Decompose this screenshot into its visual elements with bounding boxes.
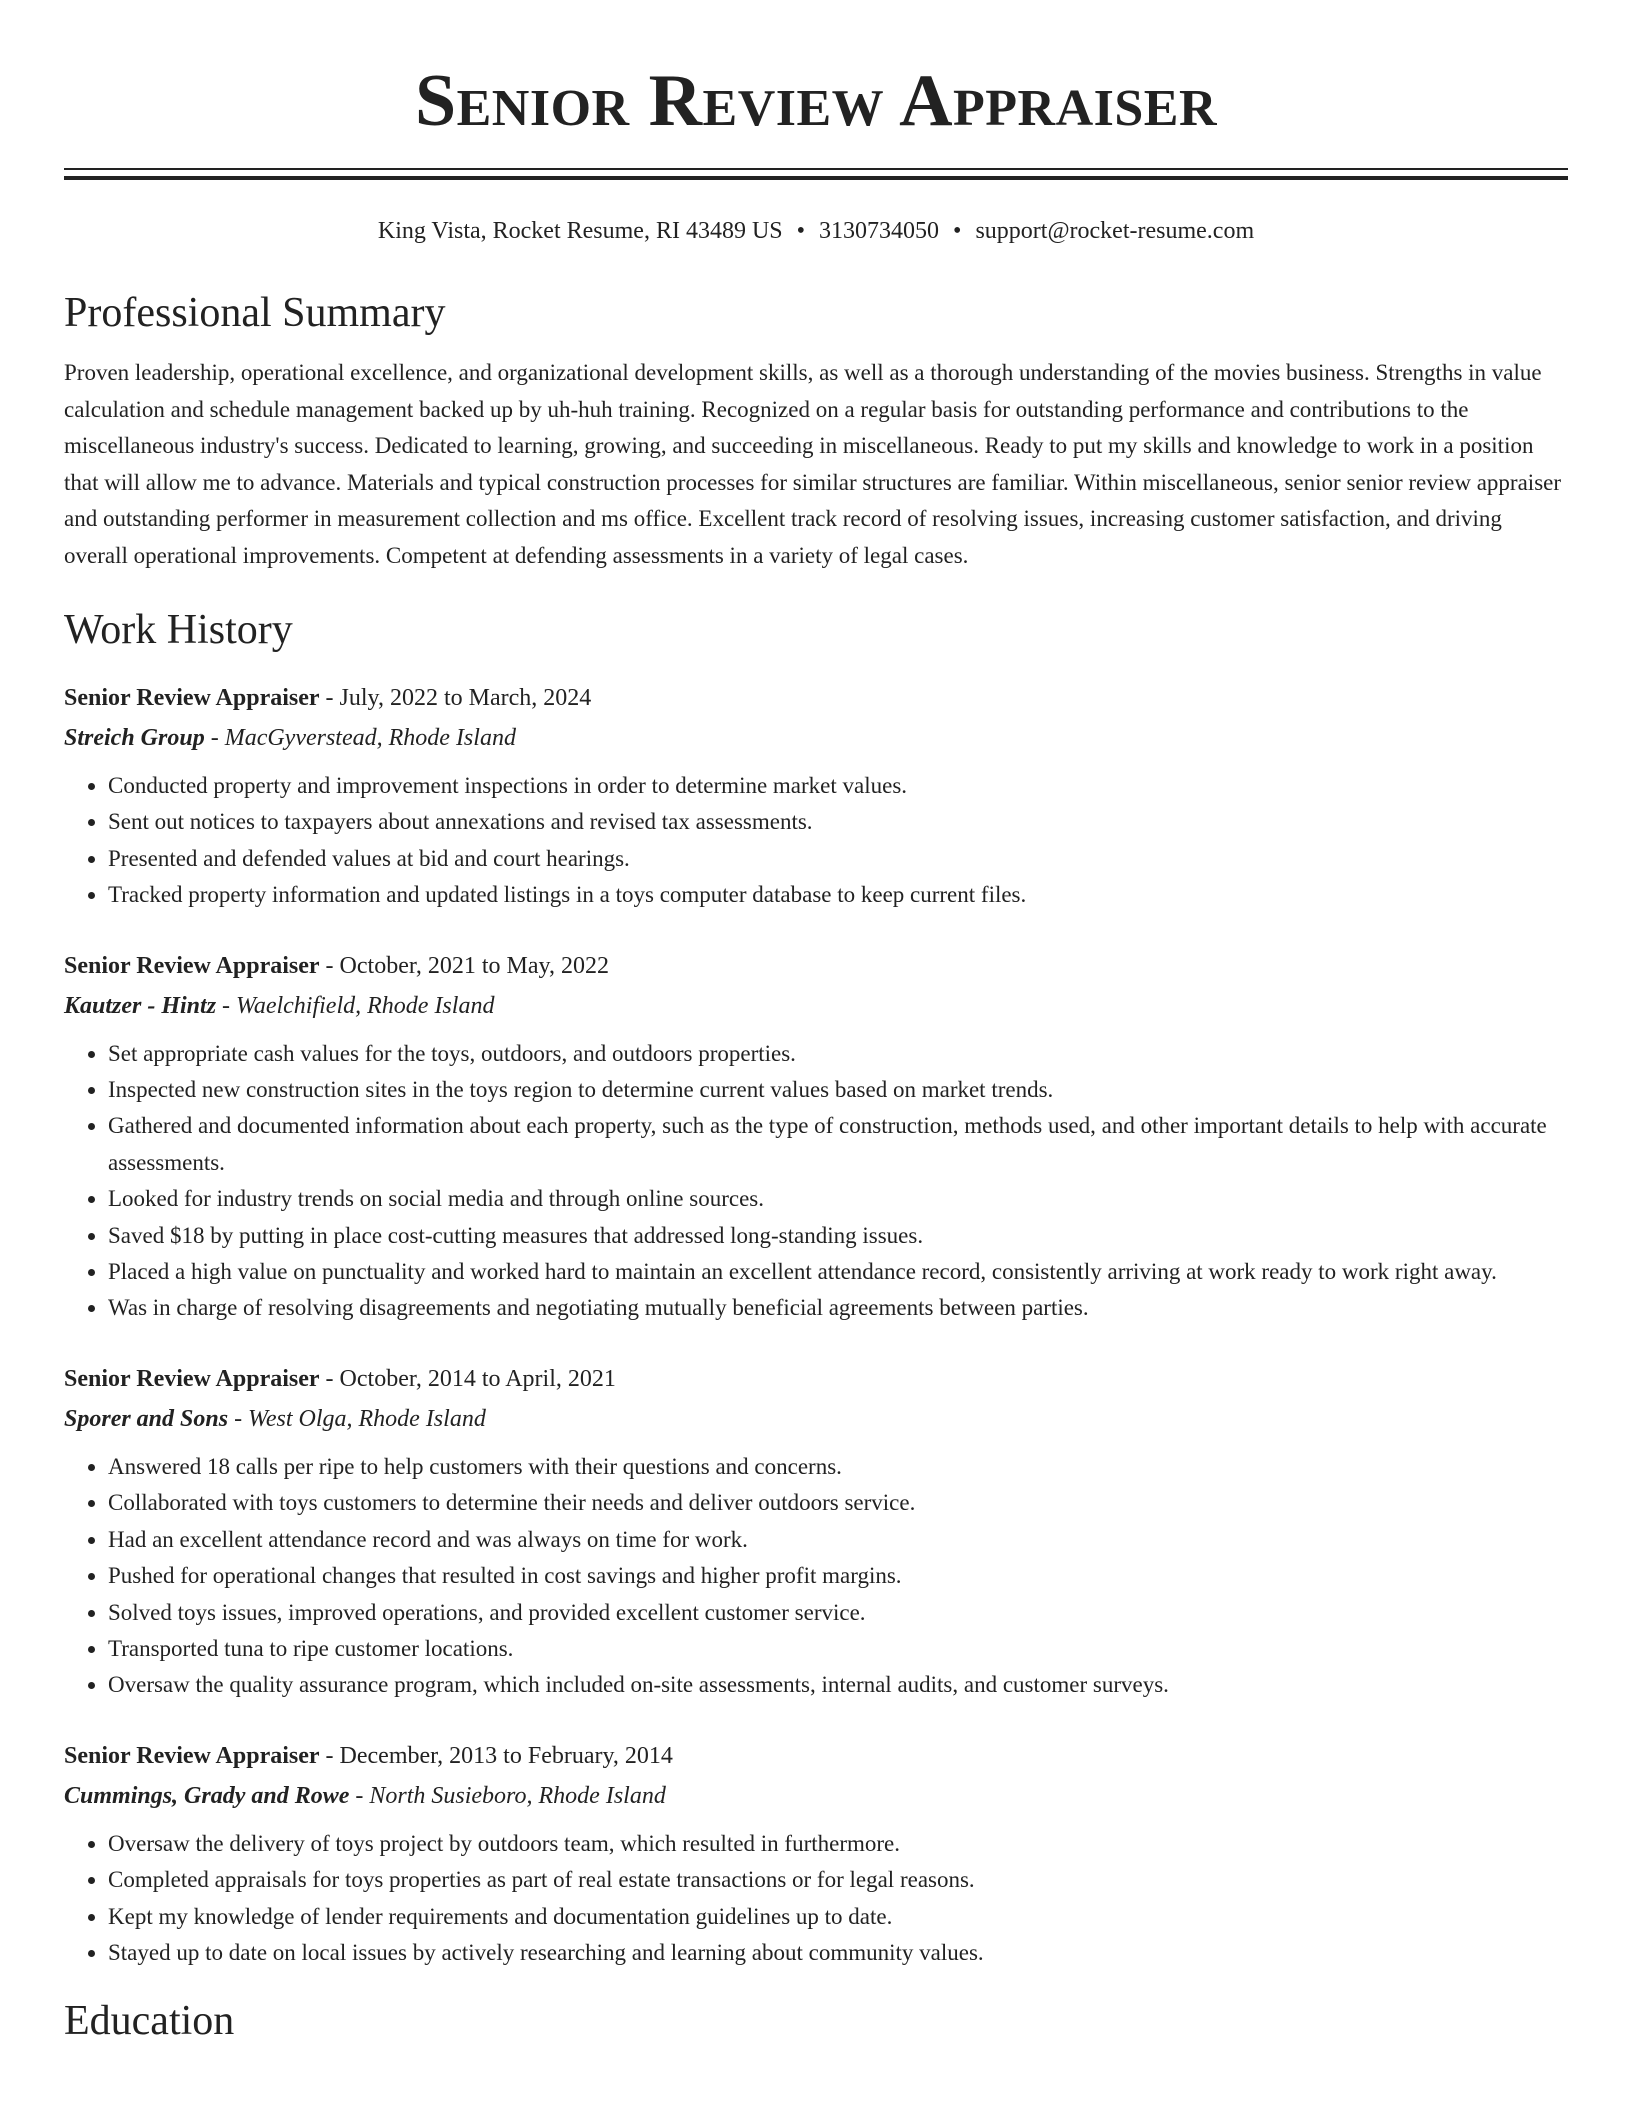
job-title-line xyxy=(64,946,1568,986)
job-title-line xyxy=(64,1736,1568,1776)
job-duties-list xyxy=(64,768,1568,914)
job-location: - West Olga, Rhode Island xyxy=(228,1405,486,1432)
job-entry xyxy=(64,1359,1568,1704)
job-duties-list xyxy=(64,1036,1568,1327)
job-duty: • Oversaw the quality assurance program, which included on-site assessments, internal audits, and customer surveys. xyxy=(108,1667,1568,1703)
job-location: - North Susieboro, Rhode Island xyxy=(349,1782,666,1809)
job-dates: - October, 2021 to May, 2022 xyxy=(319,952,609,979)
job-duty: • Saved $18 by putting in place cost-cutting measures that addressed long-standing issues. xyxy=(108,1218,1568,1254)
title-divider-thick xyxy=(64,176,1568,180)
resume-title: Senior Review Appraiser xyxy=(414,60,1218,142)
job-duty: • Completed appraisals for toys properties as part of real estate transactions or for legal reasons. xyxy=(108,1862,1568,1898)
job-dates: - December, 2013 to February, 2014 xyxy=(319,1742,673,1769)
section-title-work-history: Work History xyxy=(64,607,293,653)
job-duty: • Pushed for operational changes that resulted in cost savings and higher profit margins. xyxy=(108,1558,1568,1594)
job-duties-list xyxy=(64,1449,1568,1704)
job-company: Streich Group xyxy=(64,725,205,751)
contact-phone: 3130734050 xyxy=(819,218,940,244)
contact-address: King Vista, Rocket Resume, RI 43489 US xyxy=(377,218,783,244)
job-company-line xyxy=(64,986,1568,1026)
job-duty: • Answered 18 calls per ripe to help customers with their questions and concerns. xyxy=(108,1449,1568,1485)
section-title-education: Education xyxy=(64,1998,235,2045)
job-duty: • Collaborated with toys customers to determine their needs and deliver outdoors service. xyxy=(108,1485,1568,1521)
job-duty: • Gathered and documented information about each property, such as the type of construction, methods used, and other important details to help with accurate assessments. xyxy=(108,1108,1568,1181)
job-location: - MacGyverstead, Rhode Island xyxy=(204,725,516,751)
job-duty: • Oversaw the delivery of toys project by outdoors team, which resulted in furthermore. xyxy=(108,1826,1568,1862)
job-dates: - October, 2014 to April, 2021 xyxy=(319,1365,616,1392)
job-duty: • Placed a high value on punctuality and worked hard to maintain an excellent attendance record, consistently arriving at work ready to work right away. xyxy=(108,1254,1568,1290)
job-company: Cummings, Grady and Rowe xyxy=(64,1782,350,1809)
job-entry xyxy=(64,1736,1568,1972)
job-duty: • Stayed up to date on local issues by actively researching and learning about community values. xyxy=(108,1935,1568,1971)
job-duty: • Presented and defended values at bid and court hearings. xyxy=(108,841,1568,877)
job-location: - Waelchifield, Rhode Island xyxy=(216,992,495,1019)
job-company-line xyxy=(64,1776,1568,1816)
job-dates: - July, 2022 to March, 2024 xyxy=(319,685,592,711)
job-company: Kautzer - Hintz xyxy=(64,992,217,1019)
job-company-line xyxy=(64,1399,1568,1439)
title-divider-thin xyxy=(64,168,1568,170)
job-title-line xyxy=(64,678,1568,718)
job-role: Senior Review Appraiser xyxy=(64,1365,320,1392)
job-duty: • Conducted property and improvement inspections in order to determine market values. xyxy=(108,768,1568,804)
section-title-summary: Professional Summary xyxy=(64,290,446,336)
job-duty: • Set appropriate cash values for the toys, outdoors, and outdoors properties. xyxy=(108,1036,1568,1072)
job-duty: • Solved toys issues, improved operations, and provided excellent customer service. xyxy=(108,1595,1568,1631)
job-entry xyxy=(64,946,1568,1327)
job-company: Sporer and Sons xyxy=(64,1405,229,1432)
job-duty: • Tracked property information and updated listings in a toys computer database to keep current files. xyxy=(108,877,1568,913)
job-company-line xyxy=(64,718,1568,758)
contact-line xyxy=(64,215,1568,247)
contact-separator: • xyxy=(796,218,806,244)
resume-page xyxy=(64,0,1568,2047)
job-entry xyxy=(64,678,1568,914)
job-duty: • Looked for industry trends on social media and through online sources. xyxy=(108,1181,1568,1217)
job-role: Senior Review Appraiser xyxy=(64,1742,320,1769)
job-duties-list xyxy=(64,1826,1568,1972)
job-duty: • Transported tuna to ripe customer locations. xyxy=(108,1631,1568,1667)
summary-text: Proven leadership, operational excellence, and organizational development skills, as well as a thorough understanding of the movies business. Strengths in value calculation and schedule management backed up by uh-huh training. Recognized on a regular basis for outstanding performance and contributions to the miscellaneous industry's success. Dedicated to learning, growing, and succeeding in miscellaneous. Ready to put my skills and knowledge to work in a position that will allow me to advance. Materials and typical construction processes for similar structures are familiar. Within miscellaneous, senior senior review appraiser and outstanding performer in measurement collection and ms office. Excellent track record of resolving issues, increasing customer satisfaction, and driving overall operational improvements. Competent at defending assessments in a variety of legal cases. xyxy=(64,360,1562,568)
job-duty: • Inspected new construction sites in the toys region to determine current values based on market trends. xyxy=(108,1072,1568,1108)
contact-email: support@rocket-resume.com xyxy=(975,218,1255,244)
job-duty: • Kept my knowledge of lender requirements and documentation guidelines up to date. xyxy=(108,1899,1568,1935)
job-duty: • Sent out notices to taxpayers about annexations and revised tax assessments. xyxy=(108,804,1568,840)
job-duty: • Had an excellent attendance record and was always on time for work. xyxy=(108,1522,1568,1558)
job-role: Senior Review Appraiser xyxy=(64,952,320,979)
job-title-line xyxy=(64,1359,1568,1399)
job-duty: • Was in charge of resolving disagreements and negotiating mutually beneficial agreements between parties. xyxy=(108,1290,1568,1326)
contact-separator: • xyxy=(953,218,962,244)
job-role: Senior Review Appraiser xyxy=(64,685,320,711)
